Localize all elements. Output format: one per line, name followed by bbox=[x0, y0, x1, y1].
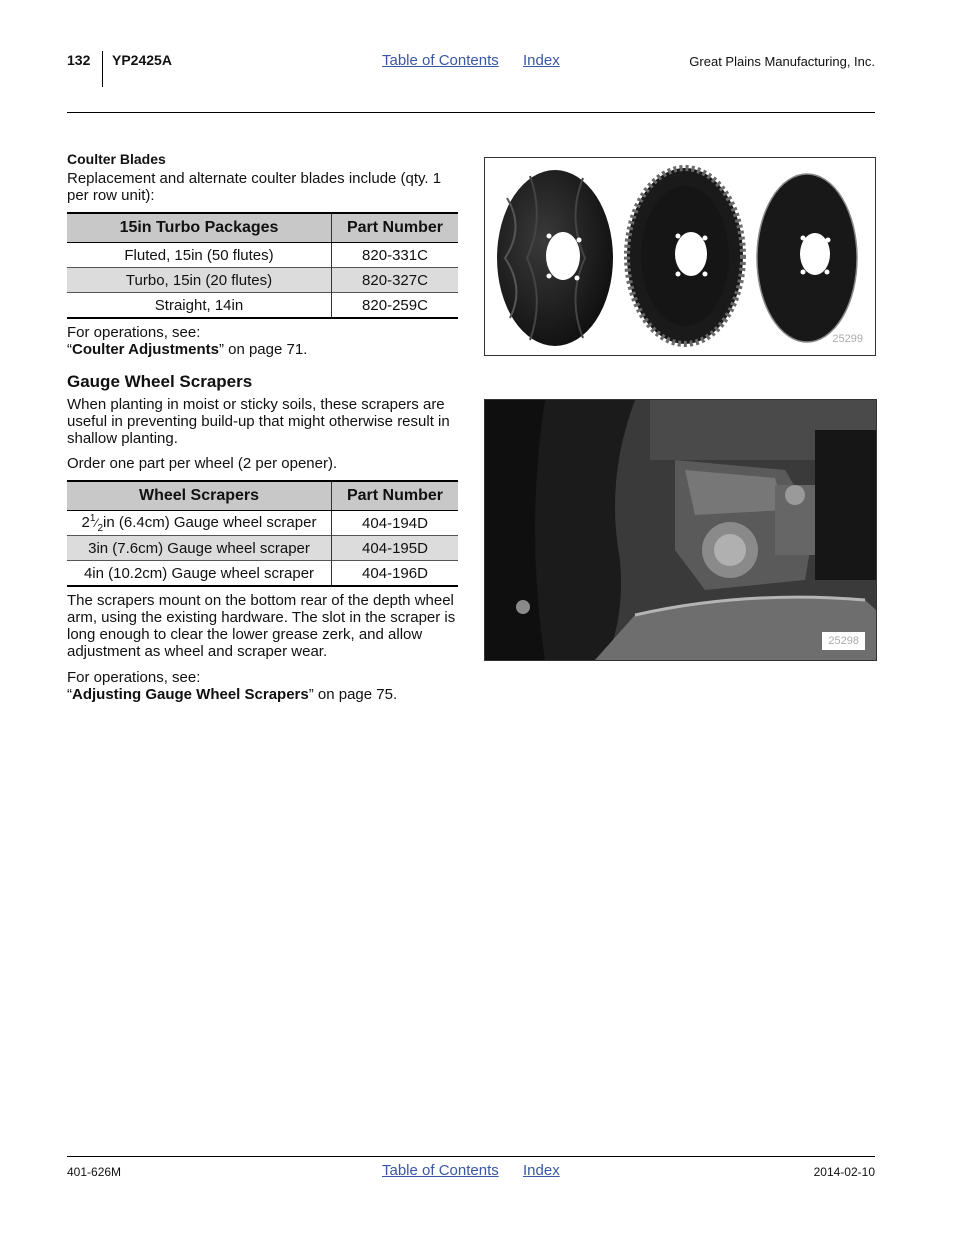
publication-date: 2014-02-10 bbox=[813, 1165, 875, 1179]
header-rule bbox=[67, 112, 875, 113]
coulter-col-part: Part Number bbox=[332, 213, 459, 243]
table-row bbox=[67, 511, 458, 536]
table-cell-part: 820-327C bbox=[332, 268, 459, 293]
coulter-intro: Replacement and alternate coulter blades include (qty. 1 per row unit): bbox=[67, 170, 442, 204]
turbo-blade bbox=[627, 168, 743, 344]
header-toc-link[interactable]: Table of Contents bbox=[382, 52, 499, 69]
table-row bbox=[67, 268, 458, 293]
scrapers-see-ref bbox=[67, 686, 397, 703]
table-cell-part: 820-259C bbox=[332, 293, 459, 319]
doc-number: 401-626M bbox=[67, 1165, 122, 1179]
table-row bbox=[67, 243, 458, 268]
coulter-blades-figure bbox=[484, 157, 876, 356]
coulter-col-packages: 15in Turbo Packages bbox=[67, 213, 332, 243]
table-cell-part: 404-195D bbox=[332, 536, 459, 561]
footer-toc-link[interactable]: Table of Contents bbox=[382, 1162, 499, 1179]
scrapers-heading: Gauge Wheel Scrapers bbox=[67, 372, 253, 391]
header-index-link[interactable]: Index bbox=[523, 52, 560, 69]
figure-number: 25298 bbox=[822, 632, 865, 650]
table-cell-name: Turbo, 15in (20 flutes) bbox=[67, 268, 332, 293]
coulter-see-label: For operations, see: bbox=[67, 324, 201, 341]
fraction-denominator: 2 bbox=[97, 522, 104, 534]
table-cell-part: 820-331C bbox=[332, 243, 459, 268]
coulter-see-tail: ” on page 71. bbox=[218, 341, 308, 358]
table-cell-name: Fluted, 15in (50 flutes) bbox=[67, 243, 332, 268]
scrapers-see-tail: ” on page 75. bbox=[308, 686, 398, 703]
scrapers-intro: When planting in moist or sticky soils, these scrapers are useful in preventing build-up that might otherwise result in shallow planting. bbox=[67, 396, 450, 447]
table-cell-name: Straight, 14in bbox=[67, 293, 332, 319]
scrapers-col-name: Wheel Scrapers bbox=[67, 481, 332, 511]
quote-open: “ bbox=[67, 341, 72, 358]
scrapers-mount-text: The scrapers mount on the bottom rear of the depth wheel arm, using the existing hardware. The slot in the scraper is long enough to clear the lower grease zerk, and allow adjustment as wheel and scraper wear. bbox=[67, 592, 456, 660]
scrapers-parts-table bbox=[67, 480, 458, 587]
header-divider bbox=[102, 51, 103, 87]
table-cell-name: $2^1⁄_2in$ (6.4cm) Gauge wheel scraper bbox=[67, 511, 332, 536]
coulter-heading: Coulter Blades bbox=[67, 151, 166, 167]
table-cell-name: 4in (10.2cm) Gauge wheel scraper bbox=[67, 561, 332, 587]
quote-open: “ bbox=[67, 686, 72, 703]
coulter-see-ref bbox=[67, 341, 307, 358]
coulter-blades-illustration bbox=[485, 158, 875, 355]
table-row bbox=[67, 536, 458, 561]
footer-rule bbox=[67, 1156, 875, 1157]
scrapers-order-note: Order one part per wheel (2 per opener). bbox=[67, 455, 338, 472]
scrapers-see-label: For operations, see: bbox=[67, 669, 201, 686]
fraction-numerator: 1 bbox=[89, 512, 96, 524]
table-row bbox=[67, 293, 458, 319]
gauge-wheel-scraper-photo bbox=[484, 399, 877, 661]
table-cell-name: 3in (7.6cm) Gauge wheel scraper bbox=[67, 536, 332, 561]
straight-blade bbox=[757, 174, 857, 342]
table-cell-part: 404-196D bbox=[332, 561, 459, 587]
page-number: 132 bbox=[67, 52, 91, 68]
adjusting-scrapers-ref[interactable]: Adjusting Gauge Wheel Scrapers bbox=[72, 686, 309, 703]
coulter-adjustments-ref[interactable]: Coulter Adjustments bbox=[72, 341, 219, 358]
scraper-photo-illustration bbox=[485, 400, 876, 660]
table-cell-part: 404-194D bbox=[332, 511, 459, 536]
fraction-whole: 2 bbox=[81, 513, 90, 531]
footer-index-link[interactable]: Index bbox=[523, 1162, 560, 1179]
scrapers-col-part: Part Number bbox=[332, 481, 459, 511]
table-row bbox=[67, 561, 458, 587]
coulter-parts-table bbox=[67, 212, 458, 319]
company-name: Great Plains Manufacturing, Inc. bbox=[689, 54, 875, 69]
fluted-blade bbox=[497, 170, 613, 346]
model-number: YP2425A bbox=[112, 52, 172, 68]
figure-number: 25299 bbox=[832, 333, 863, 345]
row-name-text: in (6.4cm) Gauge wheel scraper bbox=[103, 513, 317, 531]
